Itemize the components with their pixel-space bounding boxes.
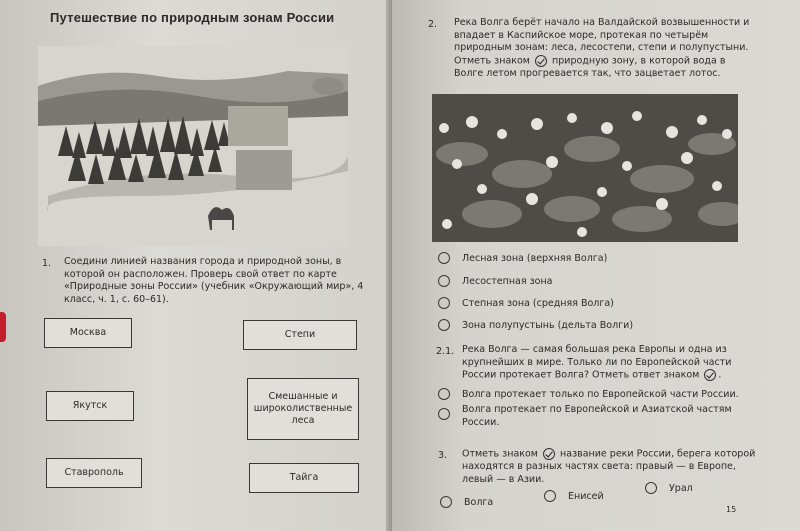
radio-circle[interactable]: [438, 408, 450, 420]
left-page: [0, 0, 392, 531]
task2-option-2[interactable]: [438, 275, 553, 287]
task3-option-label: Енисей: [568, 490, 604, 502]
task1-number: 1.: [42, 258, 52, 269]
task3-number: 3.: [438, 450, 448, 461]
task21-option-label: Волга протекает только по Европейской части России.: [462, 388, 739, 400]
task21-text-after: .: [718, 369, 722, 381]
task2-text: [454, 17, 750, 80]
lotus-photo-image: [432, 94, 738, 242]
task3-option-label: Волга: [464, 496, 494, 508]
task3-option-volga[interactable]: [440, 496, 493, 508]
task3-option-label: Урал: [669, 482, 693, 494]
task2-option-label: Лесостепная зона: [462, 275, 553, 287]
zone-box-taiga[interactable]: Тайга: [249, 463, 359, 493]
checkmark-icon: [535, 55, 547, 67]
task2-number: 2.: [428, 19, 438, 30]
radio-circle[interactable]: [438, 252, 450, 264]
radio-circle[interactable]: [438, 297, 450, 309]
task21-text: [462, 344, 756, 382]
task2-text-before: Река Волга берёт начало на Валдайской возвышенности и впадает в Каспийское море, протекая по четырём природным зонам: леса, лесостепи, степи и полупустыни. Отметь знаком: [454, 17, 750, 66]
checkmark-icon: [704, 369, 716, 381]
task3-text-after: название реки России, берега которой находятся в разных частях света: правый — в Европе, левый — в Азии.: [462, 448, 756, 485]
task21-option-2[interactable]: [438, 404, 744, 429]
task2-option-label: Зона полупустынь (дельта Волги): [462, 319, 634, 331]
radio-circle[interactable]: [438, 275, 450, 287]
zone-box-steppes[interactable]: Степи: [243, 320, 357, 350]
zone-box-mixed-forests[interactable]: Смешанные и широколиственные леса: [247, 378, 359, 440]
lotus-photo: [432, 94, 738, 242]
landscape-illustration: [38, 46, 348, 246]
task3-option-yenisei[interactable]: [544, 490, 604, 502]
task21-option-label: Волга протекает по Европейской и Азиатской частям России.: [462, 404, 732, 428]
task1-text: Соедини линией названия города и природной зоны, в которой он расположен. Проверь свой ответ по карте «Природные зоны России» (учебник «Окружающий мир», 4 класс, ч. 1, с. 60–61).: [64, 256, 364, 305]
radio-circle[interactable]: [438, 319, 450, 331]
page-number: 15: [726, 505, 737, 514]
task2-option-3[interactable]: [438, 297, 614, 309]
task2-option-1[interactable]: [438, 252, 607, 264]
task3-text-before: Отметь знаком: [462, 448, 538, 460]
task3-option-ural[interactable]: [645, 482, 693, 494]
radio-circle[interactable]: [645, 482, 657, 494]
task2-option-label: Лесная зона (верхняя Волга): [462, 252, 608, 264]
task21-text-before: Река Волга — самая большая река Европы и одна из крупнейших в мире. Только ли по Европейской части России протекает Волга? Отметь ответ знаком: [462, 344, 732, 381]
task2-text-after: природную зону, в которой вода в Волге летом прогревается так, что зацветает лотос.: [454, 55, 726, 79]
radio-circle[interactable]: [440, 496, 452, 508]
task21-number: 2.1.: [436, 346, 455, 357]
page-title: Путешествие по природным зонам России: [50, 10, 335, 25]
task2-option-4[interactable]: [438, 319, 633, 331]
city-box-stavropol[interactable]: Ставрополь: [46, 458, 142, 488]
city-box-moscow[interactable]: Москва: [44, 318, 132, 348]
task3-text: [462, 448, 756, 486]
task21-option-1[interactable]: [438, 388, 739, 400]
radio-circle[interactable]: [438, 388, 450, 400]
checkmark-icon: [543, 448, 555, 460]
red-bookmark: [0, 312, 6, 342]
city-box-yakutsk[interactable]: Якутск: [46, 391, 134, 421]
task2-option-label: Степная зона (средняя Волга): [462, 297, 614, 309]
radio-circle[interactable]: [544, 490, 556, 502]
